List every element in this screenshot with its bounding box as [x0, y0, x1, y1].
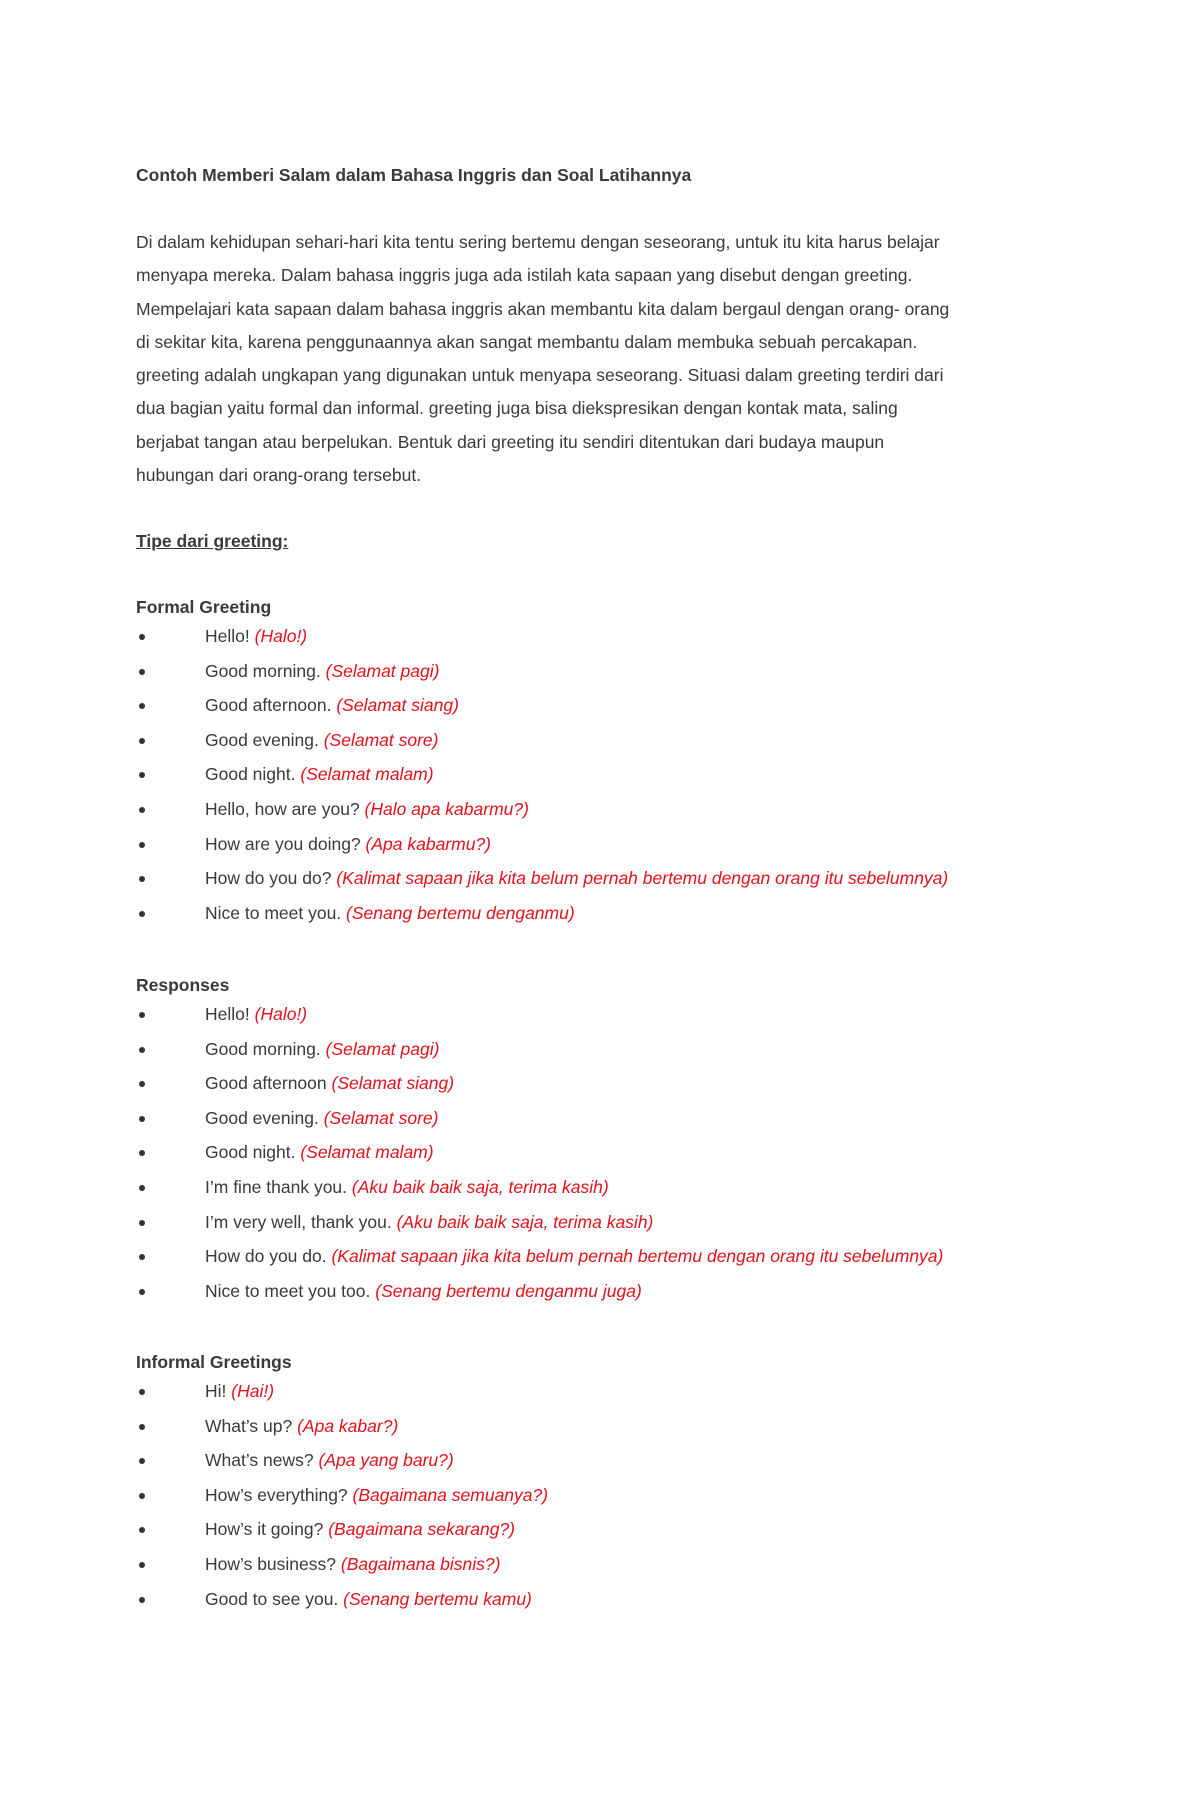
intro-paragraph [136, 226, 1046, 492]
greeting-list [136, 997, 1046, 1308]
list-item [136, 757, 1046, 792]
indonesian-translation: (Aku baik baik saja, terima kasih) [351, 1176, 609, 1197]
bullet-icon [139, 1289, 145, 1295]
section-heading: Informal Greetings [136, 1352, 292, 1372]
bullet-icon [139, 1527, 145, 1533]
list-item [136, 1478, 1046, 1513]
list-item [136, 1135, 1046, 1170]
list-item [136, 688, 1046, 723]
greeting-list [136, 619, 1046, 930]
indonesian-translation: (Apa yang baru?) [318, 1450, 454, 1471]
indonesian-translation: (Halo apa kabarmu?) [364, 798, 529, 819]
english-phrase: Good evening. [205, 1107, 319, 1128]
indonesian-translation: (Bagaimana semuanya?) [352, 1484, 549, 1505]
paragraph-line: dua bagian yaitu formal dan informal. greeting juga bisa diekspresikan dengan kontak mata, saling [136, 398, 898, 419]
indonesian-translation: (Selamat pagi) [325, 1038, 440, 1059]
english-phrase: I’m fine thank you. [205, 1176, 348, 1197]
english-phrase: Good morning. [205, 660, 321, 681]
bullet-icon [139, 1150, 145, 1156]
list-item [136, 1582, 1046, 1617]
list-item [136, 1101, 1046, 1136]
list-item [136, 896, 1046, 931]
indonesian-translation: (Senang bertemu denganmu) [346, 902, 575, 923]
english-phrase: Good night. [205, 1142, 296, 1163]
english-phrase: Good evening. [205, 729, 319, 750]
bullet-icon [139, 1012, 145, 1018]
bullet-icon [139, 738, 145, 744]
english-phrase: Good night. [205, 764, 296, 785]
paragraph-line: greeting adalah ungkapan yang digunakan untuk menyapa seseorang. Situasi dalam greeting terdiri dari [136, 365, 944, 386]
indonesian-translation: (Selamat pagi) [325, 660, 440, 681]
english-phrase: How’s it going? [205, 1519, 324, 1540]
list-item [136, 861, 1046, 896]
paragraph-line: di sekitar kita, karena penggunaannya akan sangat membantu dalam membuka sebuah percakapan. [136, 331, 918, 352]
paragraph-line: Di dalam kehidupan sehari-hari kita tentu sering bertemu dengan seseorang, untuk itu kita harus belajar [136, 232, 940, 252]
paragraph-line: berjabat tangan atau berpelukan. Bentuk dari greeting itu sendiri ditentukan dari budaya maupun [136, 431, 885, 452]
bullet-icon [139, 1493, 145, 1499]
bullet-icon [139, 1220, 145, 1226]
english-phrase: Hi! [205, 1381, 227, 1401]
bullet-icon [139, 807, 145, 813]
section-heading: Responses [136, 975, 230, 995]
english-phrase: How’s everything? [205, 1484, 348, 1505]
english-phrase: Good to see you. [205, 1588, 339, 1609]
list-item [136, 1443, 1046, 1478]
english-phrase: Good morning. [205, 1038, 321, 1059]
english-phrase: Hello, how are you? [205, 798, 360, 819]
english-phrase: Hello! [205, 626, 250, 646]
indonesian-translation: (Senang bertemu denganmu juga) [375, 1280, 642, 1301]
bullet-icon [139, 669, 145, 675]
bullet-icon [139, 1389, 145, 1395]
bullet-icon [139, 1047, 145, 1053]
list-item [136, 997, 1046, 1032]
paragraph-line: hubungan dari orang-orang tersebut. [136, 465, 422, 486]
english-phrase: How’s business? [205, 1553, 336, 1574]
english-phrase: Nice to meet you too. [205, 1280, 371, 1301]
indonesian-translation: (Kalimat sapaan jika kita belum pernah bertemu dengan orang itu sebelumnya) [336, 868, 949, 889]
list-item [136, 1239, 1046, 1274]
english-phrase: Nice to meet you. [205, 902, 342, 923]
bullet-icon [139, 911, 145, 917]
indonesian-translation: (Selamat siang) [336, 695, 459, 716]
list-item [136, 1274, 1046, 1309]
section-formal [136, 597, 1046, 930]
paragraph-line: Mempelajari kata sapaan dalam bahasa inggris akan membantu kita dalam bergaul dengan orang- orang [136, 298, 950, 319]
indonesian-translation: (Kalimat sapaan jika kita belum pernah bertemu dengan orang itu sebelumnya) [331, 1246, 944, 1267]
indonesian-translation: (Selamat siang) [331, 1073, 455, 1094]
section-heading: Formal Greeting [136, 597, 272, 617]
bullet-icon [139, 1424, 145, 1430]
list-item [136, 723, 1046, 758]
section-responses [136, 975, 1046, 1308]
list-item [136, 1547, 1046, 1582]
english-phrase: I’m very well, thank you. [205, 1211, 392, 1232]
indonesian-translation: (Selamat sore) [323, 1107, 439, 1128]
indonesian-translation: (Halo!) [254, 626, 308, 646]
bullet-icon [139, 703, 145, 709]
list-item [136, 1374, 1046, 1409]
english-phrase: Good afternoon [205, 1073, 327, 1094]
indonesian-translation: (Aku baik baik saja, terima kasih) [396, 1211, 654, 1232]
english-phrase: How do you do? [205, 868, 332, 889]
list-item [136, 1409, 1046, 1444]
indonesian-translation: (Apa kabarmu?) [365, 833, 492, 854]
indonesian-translation: (Bagaimana sekarang?) [328, 1519, 516, 1540]
bullet-icon [139, 1254, 145, 1260]
indonesian-translation: (Selamat malam) [300, 764, 434, 785]
bullet-icon [139, 876, 145, 882]
list-item [136, 1032, 1046, 1067]
types-heading: Tipe dari greeting: [136, 531, 289, 551]
bullet-icon [139, 1116, 145, 1122]
list-item [136, 619, 1046, 654]
bullet-icon [139, 1081, 145, 1087]
indonesian-translation: (Halo!) [254, 1004, 308, 1024]
bullet-icon [139, 772, 145, 778]
list-item [136, 1512, 1046, 1547]
english-phrase: What’s up? [205, 1415, 293, 1436]
list-item [136, 792, 1046, 827]
bullet-icon [139, 842, 145, 848]
indonesian-translation: (Senang bertemu kamu) [343, 1588, 532, 1609]
list-item [136, 1205, 1046, 1240]
list-item [136, 827, 1046, 862]
indonesian-translation: (Selamat sore) [323, 729, 439, 750]
english-phrase: How are you doing? [205, 833, 361, 854]
bullet-icon [139, 1458, 145, 1464]
bullet-icon [139, 1185, 145, 1191]
indonesian-translation: (Bagaimana bisnis?) [340, 1553, 501, 1574]
english-phrase: Hello! [205, 1004, 250, 1024]
indonesian-translation: (Hai!) [231, 1381, 275, 1401]
list-item [136, 1170, 1046, 1205]
bullet-icon [139, 1597, 145, 1603]
list-item [136, 1066, 1046, 1101]
english-phrase: How do you do. [205, 1246, 327, 1267]
indonesian-translation: (Selamat malam) [300, 1142, 434, 1163]
paragraph-line: menyapa mereka. Dalam bahasa inggris juga ada istilah kata sapaan yang disebut dengan greeting. [136, 265, 913, 286]
bullet-icon [139, 634, 145, 640]
english-phrase: Good afternoon. [205, 695, 332, 716]
section-informal [136, 1352, 1046, 1616]
list-item [136, 654, 1046, 689]
document-title: Contoh Memberi Salam dalam Bahasa Inggris dan Soal Latihannya [136, 165, 692, 185]
bullet-icon [139, 1562, 145, 1568]
greeting-list [136, 1374, 1046, 1616]
indonesian-translation: (Apa kabar?) [297, 1415, 399, 1436]
english-phrase: What’s news? [205, 1450, 314, 1471]
